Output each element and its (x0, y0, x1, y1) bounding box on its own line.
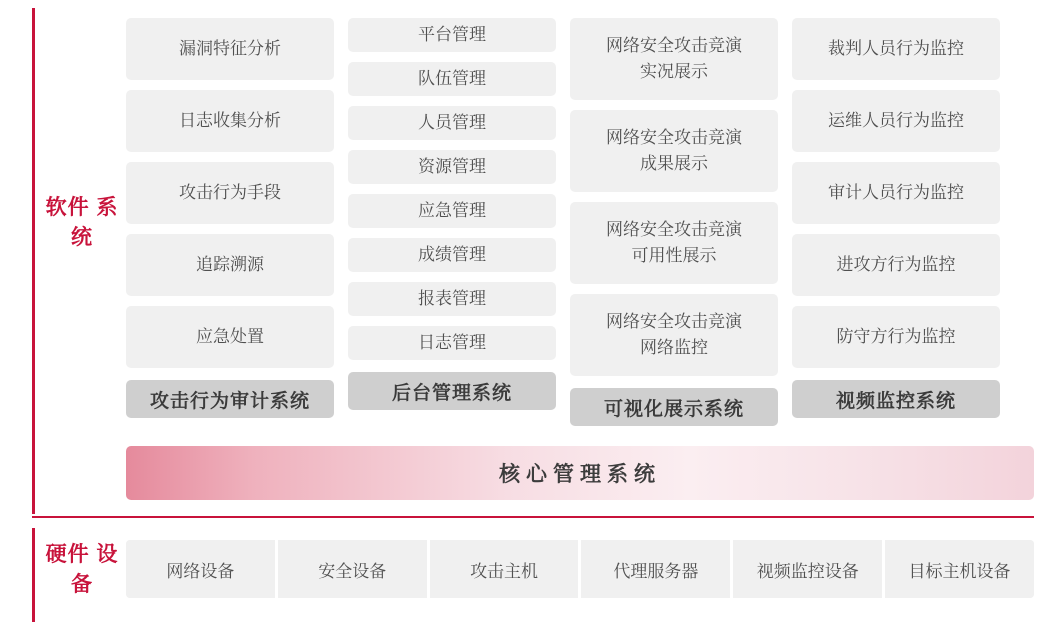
cell-label: 攻击行为手段 (179, 183, 281, 202)
cell-label: 防守方行为监控 (836, 327, 956, 346)
hardware-section-rule (32, 528, 35, 622)
list-item[interactable] (348, 18, 556, 52)
cell-label: 报表管理 (418, 289, 486, 308)
section-label-software-line-1: 软件 (45, 196, 90, 219)
cell-label-line-2: 可用性展示 (631, 246, 717, 265)
column-footer-video-surveillance[interactable]: 视频监控系统 (792, 380, 1000, 418)
cell-label: 审计人员行为监控 (828, 183, 964, 202)
cell-label: 裁判人员行为监控 (828, 39, 964, 58)
list-item[interactable] (348, 150, 556, 184)
cell-label: 人员管理 (418, 113, 486, 132)
section-label-hardware (42, 540, 122, 600)
cell-label-line-1: 网络安全攻击竞演 (606, 36, 742, 55)
cell-label-line-2: 实况展示 (640, 62, 708, 81)
cell-label: 平台管理 (418, 25, 486, 44)
column-visualization (570, 18, 778, 426)
cell-label: 运维人员行为监控 (828, 111, 964, 130)
column-footer-visualization[interactable]: 可视化展示系统 (570, 388, 778, 426)
hardware-devices-row (126, 540, 1034, 598)
section-divider (32, 516, 1034, 518)
column-footer-attack-audit[interactable]: 攻击行为审计系统 (126, 380, 334, 418)
list-item[interactable] (348, 106, 556, 140)
cell-label: 漏洞特征分析 (179, 39, 281, 58)
list-item[interactable] (570, 18, 778, 100)
list-item[interactable] (126, 90, 334, 152)
list-item[interactable]: 目标主机设备 (882, 540, 1034, 598)
software-columns (126, 18, 1034, 426)
list-item[interactable] (792, 162, 1000, 224)
list-item[interactable] (792, 234, 1000, 296)
cell-label: 进攻方行为监控 (836, 255, 956, 274)
list-item[interactable]: 视频监控设备 (730, 540, 882, 598)
core-management-band[interactable]: 核心管理系统 (126, 446, 1034, 500)
cell-label-line-2: 成果展示 (640, 154, 708, 173)
section-label-hardware-line-1: 硬件 (45, 543, 90, 566)
list-item[interactable] (348, 238, 556, 272)
section-label-software (42, 193, 122, 253)
list-item[interactable] (570, 294, 778, 376)
column-attack-audit (126, 18, 334, 426)
cell-label: 日志管理 (418, 333, 486, 352)
list-item[interactable] (570, 202, 778, 284)
list-item[interactable]: 网络设备 (126, 540, 275, 598)
section-label-software-line-2: 系统 (71, 196, 119, 249)
cell-label: 队伍管理 (418, 69, 486, 88)
column-footer-backend-management[interactable]: 后台管理系统 (348, 372, 556, 410)
list-item[interactable] (348, 194, 556, 228)
cell-label-line-1: 网络安全攻击竞演 (606, 128, 742, 147)
list-item[interactable] (126, 162, 334, 224)
column-backend-management (348, 18, 556, 426)
list-item[interactable]: 代理服务器 (578, 540, 730, 598)
cell-label-line-2: 网络监控 (640, 338, 708, 357)
column-video-surveillance (792, 18, 1000, 426)
cell-label-line-1: 网络安全攻击竞演 (606, 312, 742, 331)
list-item[interactable]: 攻击主机 (427, 540, 579, 598)
cell-label: 成绩管理 (418, 245, 486, 264)
list-item[interactable] (126, 18, 334, 80)
section-label-hardware-line-2: 设备 (71, 543, 119, 596)
cell-label: 应急处置 (196, 327, 264, 346)
cell-label: 资源管理 (418, 157, 486, 176)
cell-label: 应急管理 (418, 201, 486, 220)
list-item[interactable]: 安全设备 (275, 540, 427, 598)
list-item[interactable] (792, 306, 1000, 368)
list-item[interactable] (348, 282, 556, 316)
list-item[interactable] (126, 234, 334, 296)
list-item[interactable] (792, 18, 1000, 80)
list-item[interactable] (126, 306, 334, 368)
cell-label: 日志收集分析 (179, 111, 281, 130)
list-item[interactable] (792, 90, 1000, 152)
list-item[interactable] (348, 62, 556, 96)
list-item[interactable] (570, 110, 778, 192)
cell-label-line-1: 网络安全攻击竞演 (606, 220, 742, 239)
software-section-rule (32, 8, 35, 514)
list-item[interactable] (348, 326, 556, 360)
cell-label: 追踪溯源 (196, 255, 264, 274)
